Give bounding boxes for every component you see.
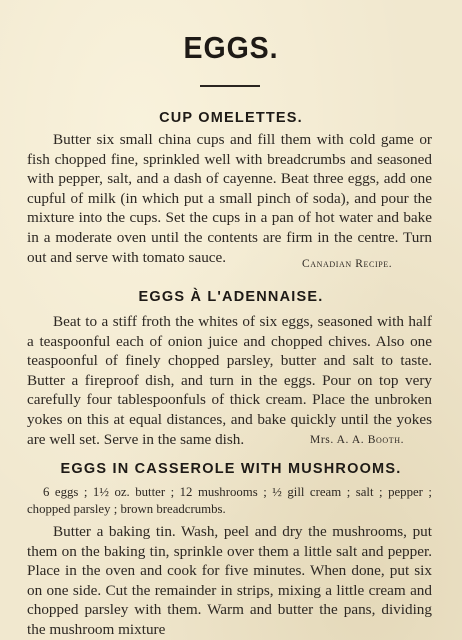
title-divider: [200, 85, 260, 87]
recipe-body-eggs-casserole: Butter a baking tin. Wash, peel and dry the mushrooms, put them on the baking tin, sprinkle over them a little salt and pepper. Place in the oven and cook for five minutes. When done, put six on one side. Cut the remainder in strips, mixing a little cream and chopped parsley with them. Warm and butter the pans, dividing the mushroom mixture: [27, 523, 432, 638]
recipe-body-eggs-adennaise: Beat to a stiff froth the whites of six eggs, seasoned with half a teaspoonful each of onion juice and chopped chives. Also one teaspoonful of finely chopped parsley, butter and salt to taste. Butter a fireproof dish, and turn in the eggs. Pour on top very carefully four tablespoonfuls of thick cream. Place the unbroken yokes on this at equal distances, and bake quickly until the yokes are well set. Serve in the same dish.: [27, 313, 432, 448]
chapter-title: EGGS.: [183, 30, 279, 65]
recipe-heading-eggs-adennaise: EGGS À L'ADENNAISE.: [138, 289, 324, 305]
recipe-ingredients-eggs-casserole: 6 eggs ; 1½ oz. butter ; 12 mushrooms ; ½ gill cream ; salt ; pepper ; chopped parsley ; brown breadcrumbs.: [27, 485, 432, 516]
recipe-heading-eggs-casserole: EGGS IN CASSEROLE WITH MUSHROOMS.: [60, 461, 402, 477]
attribution-surname: Booth.: [367, 434, 405, 446]
recipe-attribution-canadian: Canadian Recipe.: [302, 258, 393, 270]
recipe-attribution-booth: Mrs. A. A. Booth.: [310, 434, 405, 446]
recipe-heading-cup-omelettes: CUP OMELETTES.: [159, 110, 303, 126]
recipe-body-cup-omelettes: Butter six small china cups and fill them with cold game or fish chopped fine, sprinkled well with breadcrumbs and seasoned with pepper, salt, and a dash of cayenne. Beat three eggs, add one cupful of milk (in which put a small pinch of soda), and pour the mixture into the cups. Set the cups in a pan of hot water and bake in a moderate oven until the contents are firm in the centre. Turn out and serve with tomato sauce.: [27, 131, 432, 266]
attribution-initials: A. A.: [336, 434, 365, 446]
